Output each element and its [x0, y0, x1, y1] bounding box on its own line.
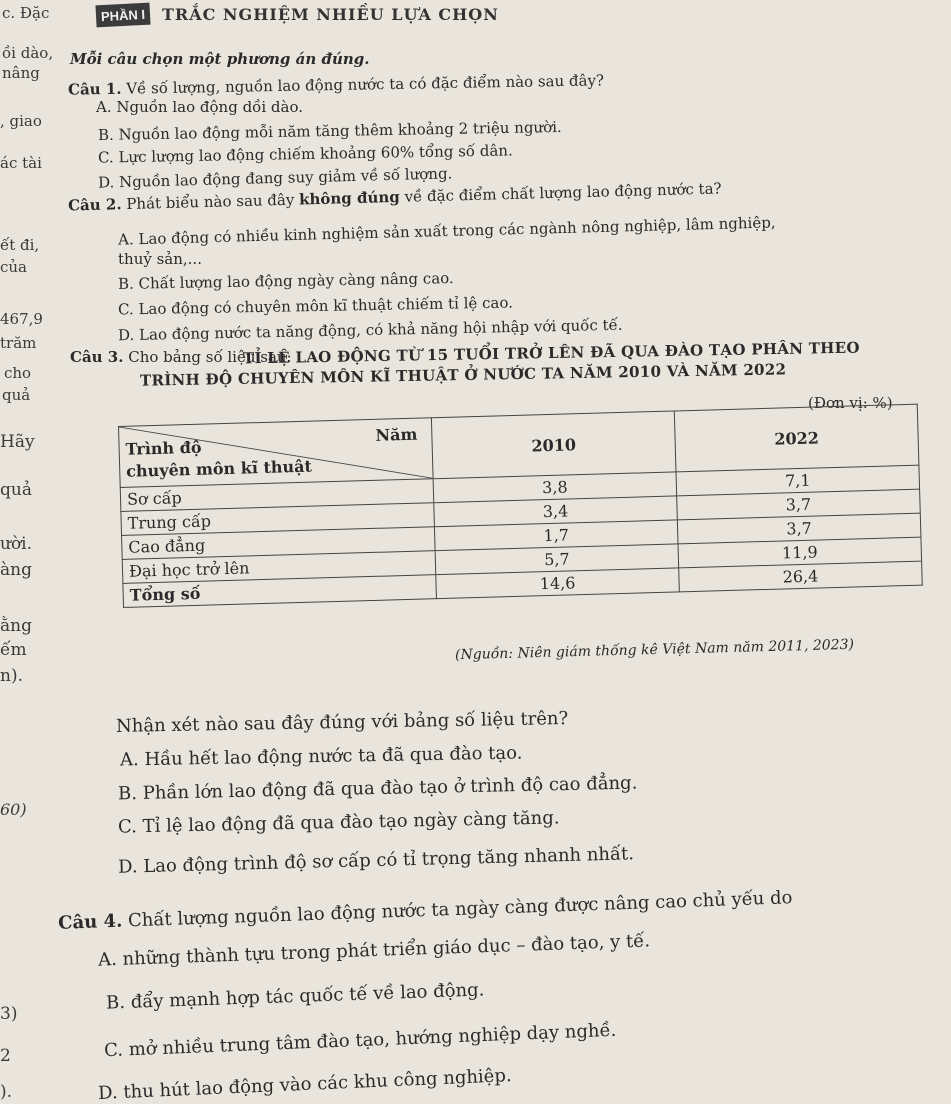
- year-2010: 2010: [431, 411, 676, 479]
- cell-2022: 26,4: [679, 561, 923, 592]
- option-c: C. mở nhiều trung tâm đào tạo, hướng nghiệp dạy nghề.: [103, 1019, 617, 1062]
- option-a: A. những thành tựu trong phát triển giáo dục – đào tạo, y tế.: [97, 930, 651, 971]
- instruction: Mỗi câu chọn một phương án đúng.: [70, 50, 370, 68]
- row-label: Cao đẳng: [122, 527, 436, 560]
- question-text: [58, 887, 793, 934]
- margin-fragment: ồi dào,: [2, 44, 54, 62]
- question-number: Câu 2.: [67, 195, 122, 215]
- option-a: A. Lao động có nhiều kinh nghiệm sản xuất trong các ngành nông nghiệp, lâm nghiệp,: [117, 213, 776, 249]
- margin-fragment: c. Đặc: [2, 4, 50, 22]
- table-unit: (Đơn vị: %): [808, 394, 893, 412]
- cell-2022: 7,1: [676, 465, 920, 496]
- question-stem: Chất lượng nguồn lao động nước ta ngày càng được nâng cao chủ yếu do: [127, 887, 793, 932]
- margin-fragment: ếm: [0, 640, 27, 660]
- row-label: Đại học trở lên: [122, 551, 436, 584]
- margin-fragment: nâng: [2, 64, 40, 82]
- question-stem: Về số lượng, nguồn lao động nước ta có đặc điểm nào sau đây?: [126, 71, 605, 98]
- data-table: [118, 404, 923, 608]
- margin-fragment: ).: [0, 1082, 13, 1102]
- option-b: B. Chất lượng lao động ngày càng nâng cao.: [117, 269, 454, 293]
- cell-2022: 3,7: [677, 489, 921, 520]
- option-a: A. Nguồn lao động dồi dào.: [96, 98, 303, 116]
- margin-fragment: ằng: [0, 616, 32, 636]
- option-d: D. Nguồn lao động đang suy giảm về số lượng.: [97, 164, 453, 192]
- margin-fragment: 60): [0, 800, 27, 819]
- option-b: B. Nguồn lao động mỗi năm tăng thêm khoảng 2 triệu người.: [97, 117, 562, 145]
- question-text: [68, 71, 604, 98]
- option-b: B. đẩy mạnh hợp tác quốc tế về lao động.: [105, 979, 485, 1014]
- table-title-line-1b: TRÌNH ĐỘ CHUYÊN MÔN KĨ THUẬT Ở NƯỚC TA NĂM 2010 VÀ NĂM 2022: [139, 360, 787, 390]
- table-header-corner: [119, 418, 434, 488]
- question-stem: Cho bảng số liệu sau:: [128, 348, 292, 366]
- table-source: (Nguồn: Niên giám thống kê Việt Nam năm 2011, 2023): [454, 636, 855, 664]
- margin-fragment: 2: [0, 1046, 11, 1066]
- question-number: Câu 1.: [67, 79, 122, 99]
- margin-fragment: ười.: [0, 534, 33, 554]
- margin-fragment: n).: [0, 666, 23, 686]
- margin-fragment: cho: [4, 364, 32, 382]
- row-label: Tổng số: [123, 575, 437, 608]
- cell-2022: 3,7: [677, 513, 921, 544]
- option-b: B. Phần lớn lao động đã qua đào tạo ở trình độ cao đẳng.: [117, 772, 638, 805]
- margin-fragment: của: [0, 258, 28, 276]
- margin-fragment: 3): [0, 1004, 18, 1024]
- option-c: C. Lao động có chuyên môn kĩ thuật chiếm tỉ lệ cao.: [117, 293, 514, 319]
- row-label: Trung cấp: [121, 503, 435, 536]
- table-title-line-1: TỈ LỆ LAO ĐỘNG TỪ 15 TUỔI TRỞ LÊN ĐÃ QUA ĐÀO TẠO PHÂN THEO: [242, 338, 860, 368]
- cell-2010: 5,7: [435, 544, 679, 575]
- question-number: Câu 4.: [57, 910, 123, 934]
- margin-fragment: àng: [0, 560, 32, 580]
- cell-2010: 1,7: [434, 520, 678, 551]
- margin-fragment: quả: [0, 480, 32, 500]
- cell-2022: 11,9: [678, 537, 922, 568]
- cell-2010: 3,8: [433, 472, 677, 503]
- row-label: Sơ cấp: [120, 479, 434, 512]
- option-a: A. Hầu hết lao động nước ta đã qua đào tạo.: [119, 742, 523, 771]
- option-c: C. Tỉ lệ lao động đã qua đào tạo ngày càng tăng.: [117, 807, 560, 838]
- question-prompt: Nhận xét nào sau đây đúng với bảng số liệu trên?: [115, 708, 569, 737]
- option-a-cont: thuỷ sản,...: [118, 250, 202, 268]
- margin-fragment: , giao: [0, 112, 42, 130]
- margin-fragment: quả: [2, 386, 31, 404]
- option-d: D. Lao động trình độ sơ cấp có tỉ trọng tăng nhanh nhất.: [117, 843, 635, 878]
- question-number: Câu 3.: [70, 348, 124, 366]
- margin-fragment: trăm: [0, 334, 37, 352]
- option-c: C. Lực lượng lao động chiếm khoảng 60% tổng số dân.: [97, 141, 513, 167]
- header-year-label: Năm: [375, 424, 418, 445]
- header-level-label: [125, 434, 312, 483]
- emphasis: không đúng: [298, 187, 401, 209]
- question-stem: Phát biểu nào sau đây: [126, 190, 295, 214]
- margin-fragment: ết đi,: [0, 236, 40, 254]
- option-d: D. Lao động nước ta năng động, có khả năng hội nhập với quốc tế.: [117, 315, 623, 345]
- header-level-line-1: Trình độ: [125, 437, 202, 459]
- option-d: D. thu hút lao động vào các khu công nghiệp.: [97, 1064, 513, 1104]
- cell-2010: 14,6: [436, 568, 680, 599]
- margin-fragment: ác tài: [0, 154, 42, 172]
- header-level-line-2: chuyên môn kĩ thuật: [126, 456, 313, 481]
- part-label: PHẦN I: [95, 3, 150, 28]
- year-2022: 2022: [674, 404, 919, 472]
- question-stem: về đặc điểm chất lượng lao động nước ta?: [404, 179, 722, 206]
- cell-2010: 3,4: [434, 496, 678, 527]
- margin-fragment: Hãy: [0, 432, 35, 452]
- margin-fragment: 467,9: [0, 310, 43, 328]
- part-title: TRẮC NGHIỆM NHIỀU LỰA CHỌN: [162, 5, 499, 24]
